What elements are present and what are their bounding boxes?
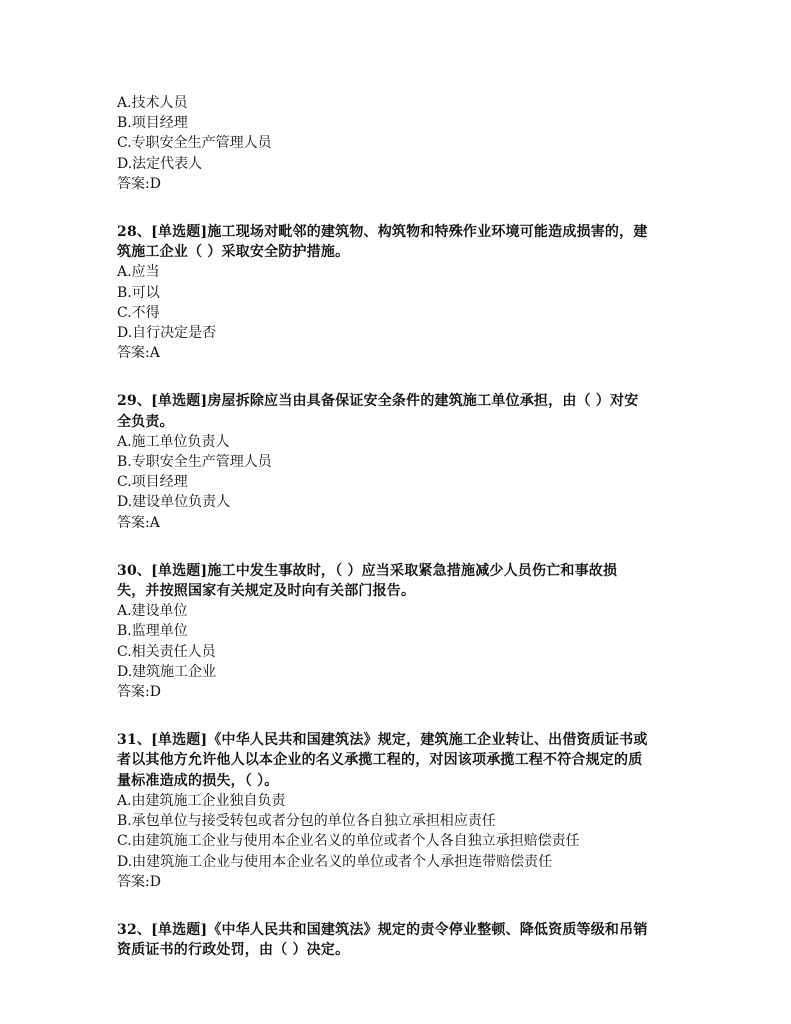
option-b: B.可以 bbox=[117, 284, 160, 301]
question-title-line: 失，并按照国家有关规定及时向有关部门报告。 bbox=[117, 583, 416, 600]
option-a: A.技术人员 bbox=[117, 95, 188, 111]
question-title-line: 者以其他方允许他人以本企业的名义承揽工程的，对因该项承揽工程不符合规定的质 bbox=[117, 752, 643, 769]
question-title-line: 30、[单选题]施工中发生事故时，（ ）应当采取紧急措施减少人员伤亡和事故损 bbox=[117, 562, 618, 579]
option-a: A.应当 bbox=[117, 264, 160, 281]
answer: 答案:D bbox=[117, 684, 161, 701]
question-31 bbox=[117, 730, 677, 892]
option-d: D.建设单位负责人 bbox=[117, 494, 231, 511]
option-d: D.由建筑施工企业与使用本企业名义的单位或者个人承担连带赔偿责任 bbox=[117, 853, 553, 870]
option-d: D.法定代表人 bbox=[117, 155, 203, 172]
answer: 答案:A bbox=[117, 345, 160, 362]
option-c: C.由建筑施工企业与使用本企业名义的单位或者个人各自独立承担赔偿责任 bbox=[117, 833, 580, 850]
answer: 答案:D bbox=[117, 873, 161, 890]
question-30 bbox=[117, 561, 677, 702]
question-title-line: 32、[单选题]《中华人民共和国建筑法》规定的责令停业整顿、降低资质等级和吊销 bbox=[117, 921, 648, 938]
option-b: B.项目经理 bbox=[117, 115, 188, 132]
question-29 bbox=[117, 391, 677, 532]
option-d: D.建筑施工企业 bbox=[117, 663, 217, 680]
option-a: A.建设单位 bbox=[117, 603, 188, 620]
question-title-line: 31、[单选题]《中华人民共和国建筑法》规定，建筑施工企业转让、出借资质证书或 bbox=[117, 732, 648, 749]
option-c: C.项目经理 bbox=[117, 474, 188, 491]
question-27-fragment bbox=[117, 93, 677, 194]
question-32 bbox=[117, 920, 677, 960]
question-title-line: 28、[单选题]施工现场对毗邻的建筑物、构筑物和特殊作业环境可能造成损害的，建 bbox=[117, 224, 648, 241]
option-c: C.不得 bbox=[117, 304, 160, 321]
option-c: C.专职安全生产管理人员 bbox=[117, 135, 272, 152]
option-d: D.自行决定是否 bbox=[117, 325, 217, 342]
question-title-line: 量标准造成的损失，（ ）。 bbox=[117, 772, 279, 789]
option-b: B.承包单位与接受转包或者分包的单位各自独立承担相应责任 bbox=[117, 813, 496, 830]
option-a: A.由建筑施工企业独自负责 bbox=[117, 792, 286, 809]
option-a: A.施工单位负责人 bbox=[117, 433, 230, 450]
question-28 bbox=[117, 222, 677, 363]
option-c: C.相关责任人员 bbox=[117, 643, 216, 660]
answer: 答案:D bbox=[117, 175, 161, 192]
question-title-line: 全负责。 bbox=[117, 413, 174, 430]
answer: 答案:A bbox=[117, 514, 160, 531]
option-b: B.监理单位 bbox=[117, 623, 188, 640]
document-page bbox=[117, 93, 677, 988]
question-title-line: 资质证书的行政处罚，由（ ）决定。 bbox=[117, 942, 350, 959]
option-b: B.专职安全生产管理人员 bbox=[117, 454, 272, 471]
question-title-line: 筑施工企业（ ）采取安全防护措施。 bbox=[117, 244, 350, 261]
question-title-line: 29、[单选题]房屋拆除应当由具备保证安全条件的建筑施工单位承担，由（ ）对安 bbox=[117, 393, 639, 410]
